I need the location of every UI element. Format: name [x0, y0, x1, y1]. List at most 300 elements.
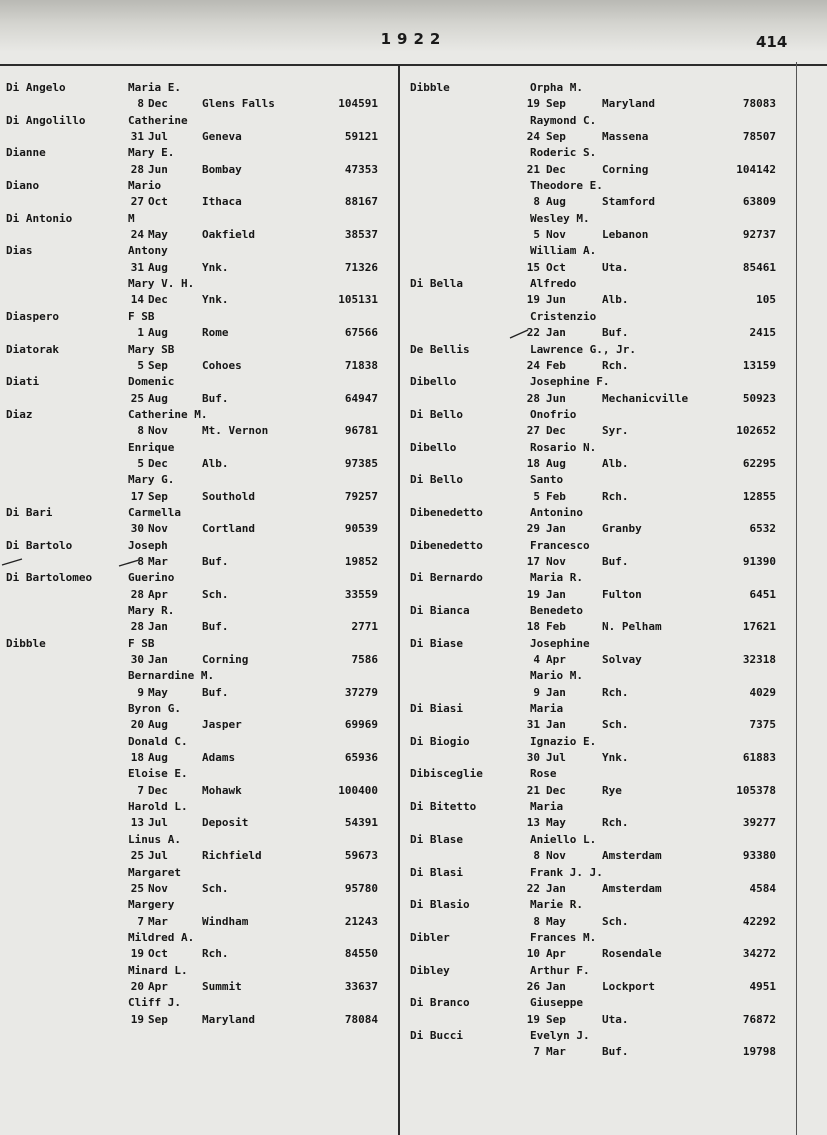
record-detail-row — [400, 489, 796, 505]
record-month: Aug — [148, 260, 168, 274]
record-detail-row — [0, 489, 396, 505]
record-day: 13 — [130, 816, 144, 830]
record-place: Southold — [202, 489, 255, 503]
record-month: Jul — [148, 130, 168, 144]
given-name: Mary R. — [128, 604, 175, 617]
surname: Di Blasio — [410, 898, 470, 912]
record-day: 26 — [526, 979, 540, 993]
record-month: Nov — [148, 522, 168, 536]
record-month: Nov — [546, 849, 566, 863]
certificate-number: 97385 — [344, 456, 378, 470]
record-detail-row — [0, 815, 396, 831]
record-place: Rch. — [602, 816, 629, 830]
given-name: Benedeto — [530, 604, 583, 617]
name-row — [400, 113, 796, 129]
record-detail-row — [400, 292, 796, 308]
name-row — [400, 309, 796, 325]
certificate-number: 33637 — [344, 979, 378, 993]
record-day: 17 — [526, 554, 540, 568]
name-row — [0, 276, 396, 292]
record-day: 19 — [130, 947, 144, 961]
record-month: Jan — [546, 587, 566, 601]
record-month: Nov — [148, 881, 168, 895]
given-name: Eloise E. — [128, 767, 188, 781]
record-detail-row — [400, 521, 796, 537]
given-name: Giuseppe — [530, 996, 583, 1010]
name-row — [0, 995, 396, 1011]
name-row — [0, 603, 396, 619]
record-detail-row — [400, 260, 796, 276]
pencil-check-mark — [0, 556, 26, 568]
given-name: Francesco — [530, 538, 590, 552]
certificate-number: 59121 — [344, 130, 378, 144]
given-name: Bernardine M. — [128, 669, 215, 683]
record-day: 8 — [533, 849, 540, 863]
record-day: 21 — [526, 783, 540, 797]
certificate-number: 79257 — [344, 489, 378, 503]
record-day: 28 — [130, 162, 144, 176]
record-day: 30 — [526, 751, 540, 765]
record-day: 22 — [526, 881, 540, 895]
left-index-column — [0, 80, 396, 1028]
record-place: Ynk. — [202, 293, 229, 307]
record-day: 25 — [130, 391, 144, 405]
record-day: 8 — [137, 554, 144, 568]
record-place: Buf. — [202, 554, 229, 568]
certificate-number: 65936 — [344, 751, 378, 765]
record-detail-row — [0, 423, 396, 439]
surname: Diatorak — [6, 342, 59, 356]
record-month: Sep — [546, 130, 566, 144]
record-day: 24 — [130, 228, 144, 242]
record-month: Aug — [148, 751, 168, 765]
given-name: Mildred A. — [128, 930, 195, 944]
given-name: Donald C. — [128, 734, 188, 748]
record-place: Massena — [602, 130, 649, 144]
given-name: Joseph — [128, 538, 168, 552]
surname: Dibenedetto — [410, 538, 483, 552]
given-name: M — [128, 211, 135, 225]
certificate-number: 54391 — [344, 816, 378, 830]
surname: Di Biogio — [410, 734, 470, 748]
surname: Di Antonio — [6, 211, 73, 225]
record-month: Dec — [148, 783, 168, 797]
name-row — [400, 538, 796, 554]
given-name: Orpha M. — [530, 81, 583, 94]
name-row — [0, 505, 396, 521]
name-row — [400, 472, 796, 488]
record-detail-row — [0, 96, 396, 112]
certificate-number: 7375 — [749, 718, 776, 732]
name-row — [400, 701, 796, 717]
given-name: Minard L. — [128, 963, 188, 977]
surname: Dibley — [410, 963, 450, 977]
certificate-number: 95780 — [344, 881, 378, 895]
certificate-number: 93380 — [742, 849, 776, 863]
name-row — [400, 145, 796, 161]
record-detail-row — [0, 881, 396, 897]
record-month: May — [148, 685, 168, 699]
given-name: Guerino — [128, 571, 175, 585]
certificate-number: 21243 — [344, 914, 378, 928]
record-place: Sch. — [202, 587, 229, 601]
record-place: Alb. — [602, 293, 629, 307]
record-detail-row — [0, 162, 396, 178]
record-day: 20 — [130, 979, 144, 993]
record-detail-row — [0, 619, 396, 635]
given-name: Mary V. H. — [128, 277, 195, 291]
page-number: 414 — [756, 33, 788, 51]
record-month: Apr — [546, 653, 566, 667]
record-day: 5 — [137, 358, 144, 372]
record-month: Jun — [148, 162, 168, 176]
record-month: Jan — [546, 326, 566, 340]
given-name: Onofrio — [530, 407, 577, 421]
certificate-number: 59673 — [344, 849, 378, 863]
record-day: 28 — [526, 391, 540, 405]
certificate-number: 47353 — [344, 162, 378, 176]
surname: Dibler — [410, 930, 450, 944]
name-row — [0, 472, 396, 488]
certificate-number: 13159 — [742, 358, 776, 372]
record-day: 31 — [526, 718, 540, 732]
record-place: Rome — [202, 326, 229, 340]
record-detail-row — [400, 554, 796, 570]
record-detail-row — [400, 227, 796, 243]
given-name: Harold L. — [128, 800, 188, 814]
name-row — [0, 211, 396, 227]
given-name: Margaret — [128, 865, 181, 879]
given-name: Mario M. — [530, 669, 583, 683]
record-place: Buf. — [202, 685, 229, 699]
certificate-number: 105378 — [736, 783, 776, 797]
record-detail-row — [400, 391, 796, 407]
record-month: Sep — [148, 1012, 168, 1026]
name-row — [0, 407, 396, 423]
certificate-number: 84550 — [344, 947, 378, 961]
name-row — [400, 211, 796, 227]
record-month: Dec — [148, 456, 168, 470]
record-detail-row — [0, 914, 396, 930]
record-month: Oct — [148, 195, 168, 209]
name-row — [0, 897, 396, 913]
record-place: Amsterdam — [602, 849, 662, 863]
surname: Diaspero — [6, 309, 59, 323]
name-row — [400, 505, 796, 521]
given-name: Raymond C. — [530, 113, 597, 127]
record-month: Aug — [546, 456, 566, 470]
record-detail-row — [0, 129, 396, 145]
record-day: 31 — [130, 130, 144, 144]
record-day: 19 — [526, 293, 540, 307]
record-place: Ynk. — [202, 260, 229, 274]
record-month: Jan — [546, 881, 566, 895]
certificate-number: 78083 — [742, 97, 776, 111]
record-detail-row — [0, 652, 396, 668]
certificate-number: 105131 — [338, 293, 378, 307]
record-detail-row — [0, 194, 396, 210]
record-detail-row — [0, 946, 396, 962]
record-place: Geneva — [202, 130, 242, 144]
certificate-number: 2415 — [749, 326, 776, 340]
name-row — [0, 865, 396, 881]
record-day: 7 — [533, 1045, 540, 1059]
name-row — [400, 1028, 796, 1044]
certificate-number: 6451 — [749, 587, 776, 601]
record-place: Granby — [602, 522, 642, 536]
given-name: Lawrence G., Jr. — [530, 342, 636, 356]
record-detail-row — [400, 979, 796, 995]
record-place: Ynk. — [602, 751, 629, 765]
surname: Di Biase — [410, 636, 463, 650]
certificate-number: 17621 — [742, 620, 776, 634]
record-place: Cortland — [202, 522, 255, 536]
certificate-number: 100400 — [338, 783, 378, 797]
name-row — [400, 440, 796, 456]
page-year: 1922 — [380, 30, 447, 48]
record-place: Uta. — [602, 1012, 629, 1026]
name-row — [0, 145, 396, 161]
certificate-number: 64947 — [344, 391, 378, 405]
record-day: 15 — [526, 260, 540, 274]
record-month: Feb — [546, 358, 566, 372]
header-rule — [0, 64, 827, 66]
given-name: Maria — [530, 702, 564, 716]
surname: Dias — [6, 244, 33, 258]
record-place: Lebanon — [602, 228, 649, 242]
surname: Di Bianca — [410, 604, 470, 617]
record-place: Lockport — [602, 979, 655, 993]
name-row — [0, 701, 396, 717]
record-detail-row — [0, 750, 396, 766]
record-place: Solvay — [602, 653, 642, 667]
record-place: Rch. — [602, 358, 629, 372]
surname: Dianne — [6, 146, 46, 160]
record-day: 9 — [533, 685, 540, 699]
certificate-number: 38537 — [344, 228, 378, 242]
surname: Di Bari — [6, 505, 53, 519]
record-day: 19 — [526, 587, 540, 601]
given-name: Maria E. — [128, 81, 181, 94]
surname: Di Bello — [410, 407, 463, 421]
record-place: Adams — [202, 751, 236, 765]
record-day: 14 — [130, 293, 144, 307]
record-day: 30 — [130, 653, 144, 667]
record-detail-row — [0, 358, 396, 374]
record-detail-row — [400, 423, 796, 439]
record-day: 19 — [130, 1012, 144, 1026]
record-month: Jun — [546, 293, 566, 307]
certificate-number: 33559 — [344, 587, 378, 601]
record-detail-row — [400, 1012, 796, 1028]
record-day: 17 — [130, 489, 144, 503]
record-place: Buf. — [602, 326, 629, 340]
record-place: Ithaca — [202, 195, 242, 209]
record-detail-row — [400, 848, 796, 864]
given-name: Antonino — [530, 505, 583, 519]
given-name: Margery — [128, 898, 175, 912]
surname: Dibble — [6, 636, 46, 650]
record-place: Sch. — [602, 718, 629, 732]
record-month: Apr — [148, 979, 168, 993]
record-month: Nov — [148, 424, 168, 438]
name-row — [400, 963, 796, 979]
name-row — [0, 734, 396, 750]
certificate-number: 4584 — [749, 881, 776, 895]
certificate-number: 7586 — [351, 653, 378, 667]
name-row — [400, 276, 796, 292]
record-detail-row — [0, 717, 396, 733]
record-month: Jan — [546, 685, 566, 699]
record-month: May — [148, 228, 168, 242]
record-place: Deposit — [202, 816, 249, 830]
record-detail-row — [0, 685, 396, 701]
record-place: Rch. — [602, 489, 629, 503]
name-row — [400, 80, 796, 96]
certificate-number: 37279 — [344, 685, 378, 699]
record-place: Corning — [602, 162, 649, 176]
record-place: Cohoes — [202, 358, 242, 372]
record-day: 5 — [137, 456, 144, 470]
certificate-number: 76872 — [742, 1012, 776, 1026]
surname: Di Blasi — [410, 865, 463, 879]
record-day: 18 — [526, 456, 540, 470]
record-day: 9 — [137, 685, 144, 699]
record-place: Sch. — [202, 881, 229, 895]
right-index-column — [400, 80, 796, 1061]
record-detail-row — [400, 946, 796, 962]
record-month: Feb — [546, 620, 566, 634]
record-day: 20 — [130, 718, 144, 732]
given-name: Aniello L. — [530, 832, 597, 846]
record-month: Jan — [148, 653, 168, 667]
record-detail-row — [400, 881, 796, 897]
record-detail-row — [0, 227, 396, 243]
record-place: Amsterdam — [602, 881, 662, 895]
record-day: 10 — [526, 947, 540, 961]
record-detail-row — [0, 521, 396, 537]
given-name: Carmella — [128, 505, 181, 519]
certificate-number: 42292 — [742, 914, 776, 928]
given-name: Rosario N. — [530, 440, 597, 454]
given-name: Enrique — [128, 440, 175, 454]
name-row — [400, 636, 796, 652]
record-month: Sep — [546, 1012, 566, 1026]
name-row — [0, 80, 396, 96]
name-row — [0, 930, 396, 946]
record-month: Dec — [546, 162, 566, 176]
certificate-number: 71838 — [344, 358, 378, 372]
certificate-number: 32318 — [742, 653, 776, 667]
record-place: Maryland — [202, 1012, 255, 1026]
record-day: 25 — [130, 849, 144, 863]
record-detail-row — [0, 1012, 396, 1028]
record-day: 30 — [130, 522, 144, 536]
record-detail-row — [0, 292, 396, 308]
record-month: Oct — [546, 260, 566, 274]
given-name: Marie R. — [530, 898, 583, 912]
pencil-check-mark — [117, 557, 143, 569]
record-detail-row — [400, 815, 796, 831]
given-name: Cristenzio — [530, 309, 597, 323]
name-row — [0, 178, 396, 194]
certificate-number: 67566 — [344, 326, 378, 340]
record-detail-row — [400, 129, 796, 145]
certificate-number: 91390 — [742, 554, 776, 568]
record-detail-row — [400, 358, 796, 374]
record-day: 31 — [130, 260, 144, 274]
name-row — [400, 930, 796, 946]
certificate-number: 92737 — [742, 228, 776, 242]
record-day: 5 — [533, 489, 540, 503]
record-month: Jan — [546, 718, 566, 732]
record-month: Jul — [148, 849, 168, 863]
record-month: Jul — [546, 751, 566, 765]
given-name: Byron G. — [128, 702, 181, 716]
record-detail-row — [400, 914, 796, 930]
record-detail-row — [0, 260, 396, 276]
certificate-number: 2771 — [351, 620, 378, 634]
surname: Dibello — [410, 375, 457, 389]
given-name: Mary G. — [128, 473, 175, 487]
certificate-number: 19798 — [742, 1045, 776, 1059]
record-day: 24 — [526, 358, 540, 372]
given-name: William A. — [530, 244, 597, 258]
record-day: 21 — [526, 162, 540, 176]
record-detail-row — [400, 783, 796, 799]
record-month: Mar — [148, 554, 168, 568]
record-day: 19 — [526, 1012, 540, 1026]
surname: Di Bernardo — [410, 571, 483, 585]
record-month: Nov — [546, 554, 566, 568]
name-row — [400, 603, 796, 619]
record-month: Apr — [148, 587, 168, 601]
given-name: Theodore E. — [530, 179, 603, 193]
record-day: 28 — [130, 587, 144, 601]
record-month: Sep — [148, 489, 168, 503]
given-name: Maria — [530, 800, 564, 814]
record-detail-row — [0, 554, 396, 570]
name-row — [0, 832, 396, 848]
surname: Di Bella — [410, 277, 463, 291]
certificate-number: 105 — [756, 293, 776, 307]
record-day: 13 — [526, 816, 540, 830]
given-name: Mario — [128, 179, 162, 193]
surname: Dibenedetto — [410, 505, 483, 519]
certificate-number: 63809 — [742, 195, 776, 209]
given-name: Rose — [530, 767, 557, 781]
name-row — [400, 374, 796, 390]
name-row — [0, 570, 396, 586]
given-name: Alfredo — [530, 277, 577, 291]
record-day: 1 — [137, 326, 144, 340]
record-day: 7 — [137, 914, 144, 928]
record-place: Buf. — [602, 554, 629, 568]
record-month: Dec — [148, 97, 168, 111]
surname: De Bellis — [410, 342, 470, 356]
given-name: Wesley M. — [530, 211, 590, 225]
given-name: Frank J. J. — [530, 865, 603, 879]
given-name: Josephine — [530, 636, 590, 650]
certificate-number: 85461 — [742, 260, 776, 274]
surname: Di Biasi — [410, 702, 463, 716]
record-place: N. Pelham — [602, 620, 662, 634]
record-detail-row — [400, 619, 796, 635]
name-row — [0, 538, 396, 554]
name-row — [400, 897, 796, 913]
name-row — [0, 374, 396, 390]
record-detail-row — [400, 96, 796, 112]
